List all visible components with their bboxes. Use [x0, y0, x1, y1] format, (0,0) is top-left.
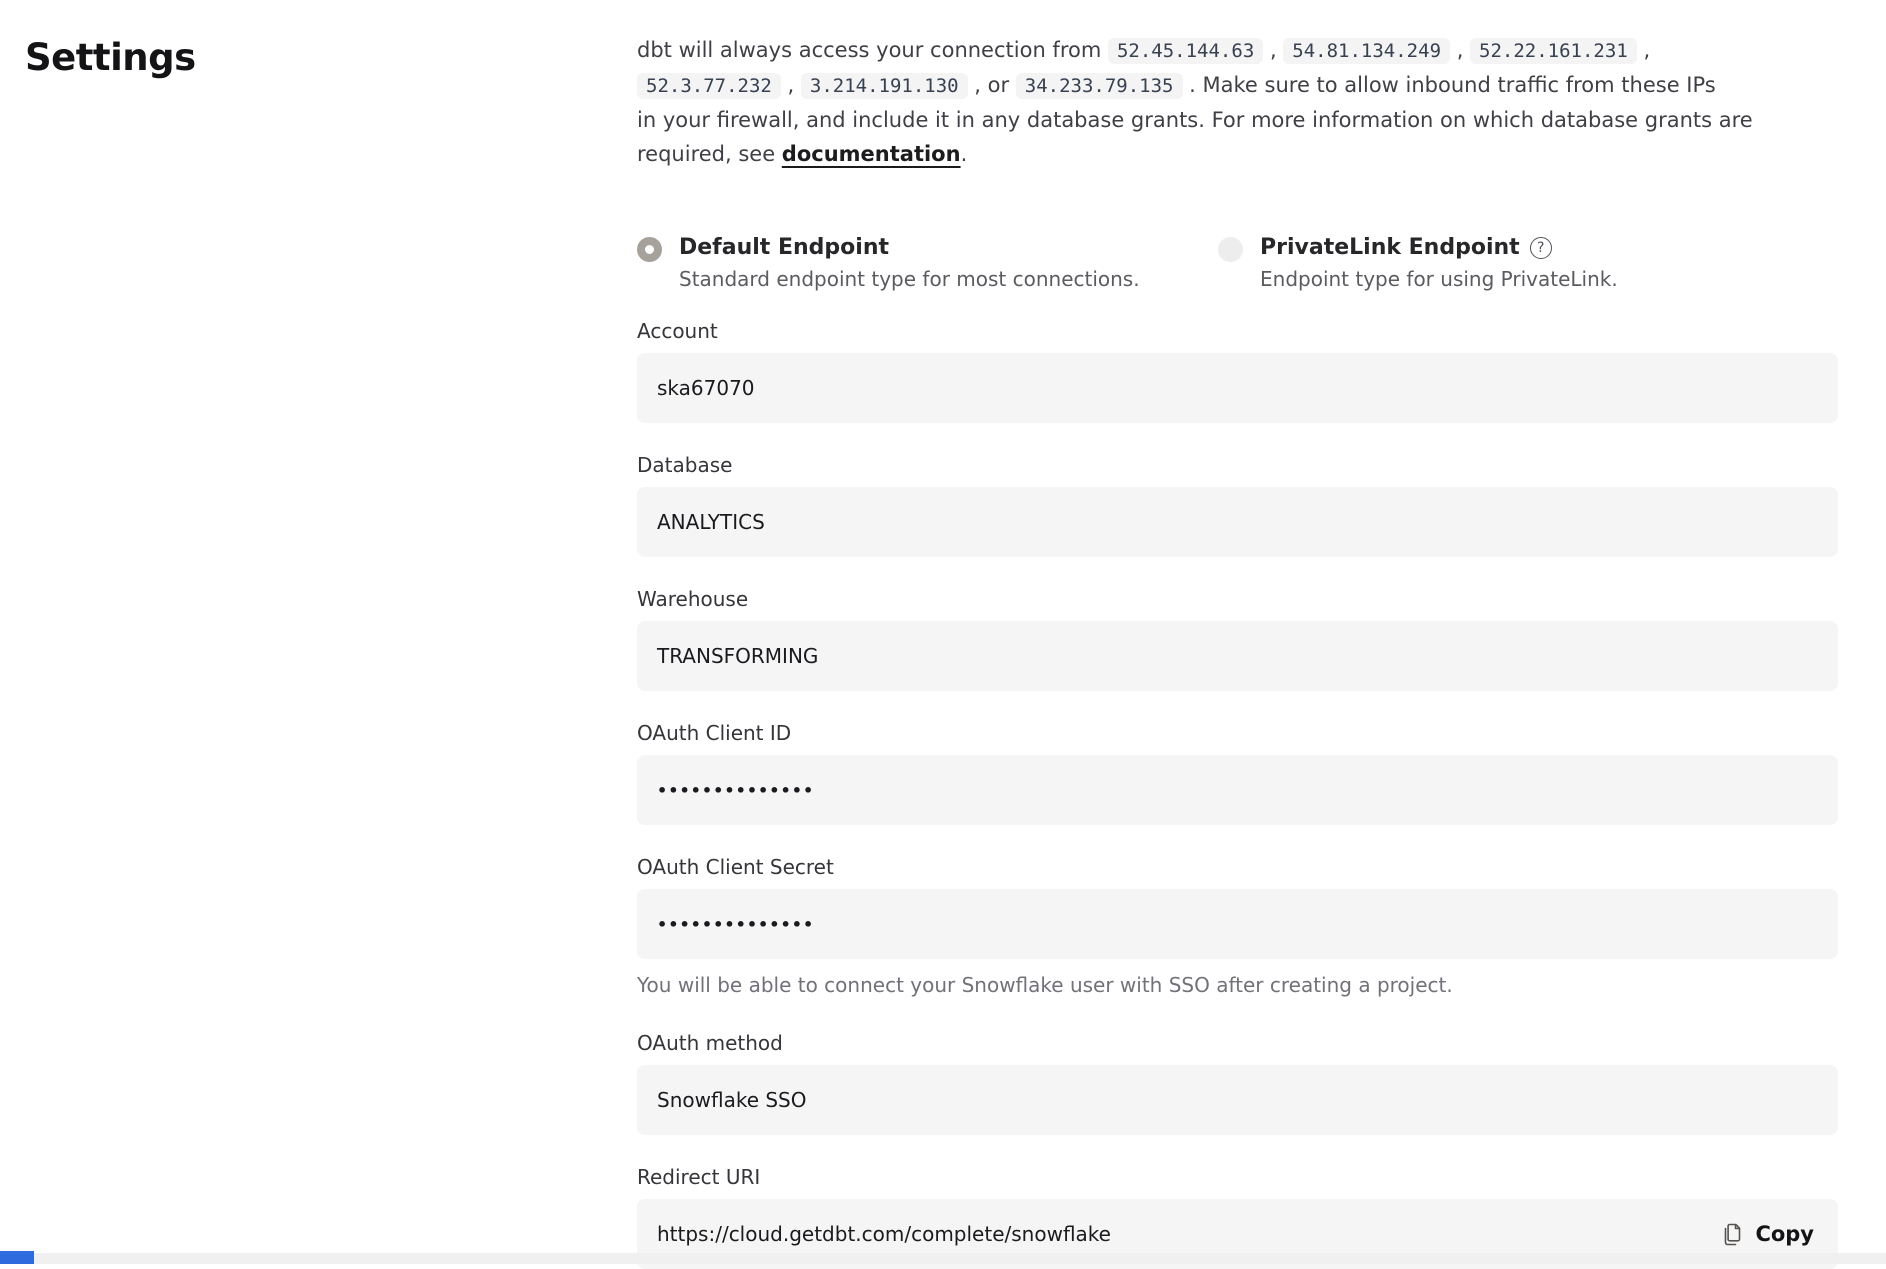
database-field-group — [637, 453, 1838, 557]
oauth-client-secret-label: OAuth Client Secret — [637, 855, 834, 879]
intro-text-segment: . Make sure to allow inbound traffic from these IPs — [1182, 73, 1716, 97]
connection-form — [637, 319, 1838, 1269]
intro-text-segment: , — [780, 73, 801, 97]
oauth-client-secret-value: •••••••••••••• — [657, 914, 815, 934]
intro-text-segment: in your firewall, and include it in any database grants. For more information on which database grants are — [637, 108, 1753, 132]
warehouse-value: TRANSFORMING — [657, 644, 819, 668]
oauth-method-field-group — [637, 1031, 1838, 1135]
intro-text-segment: . — [960, 142, 968, 166]
connection-settings-panel — [637, 33, 1838, 1269]
ip-address-chip: 52.45.144.63 — [1108, 38, 1263, 64]
account-input[interactable] — [637, 353, 1838, 423]
privatelink-endpoint-radio[interactable] — [1218, 237, 1243, 262]
copy-button[interactable] — [1721, 1222, 1814, 1246]
oauth-client-secret-field-group — [637, 855, 1838, 997]
ip-address-chip: 34.233.79.135 — [1016, 73, 1183, 99]
default-endpoint-description: Standard endpoint type for most connections. — [679, 267, 1140, 291]
account-label: Account — [637, 319, 718, 343]
privatelink-endpoint-description: Endpoint type for using PrivateLink. — [1260, 267, 1618, 291]
intro-text-segment: , — [1450, 38, 1471, 62]
account-value: ska67070 — [657, 376, 755, 400]
privatelink-endpoint-option[interactable] — [1218, 235, 1618, 291]
ip-address-chip: 54.81.134.249 — [1283, 38, 1450, 64]
default-endpoint-texts — [679, 235, 1140, 291]
sso-helper-text: You will be able to connect your Snowflake user with SSO after creating a project. — [637, 973, 1453, 997]
privatelink-endpoint-texts — [1260, 235, 1618, 291]
page-title: Settings — [25, 36, 196, 79]
bottom-scrollbar-track[interactable] — [0, 1253, 1886, 1264]
warehouse-input[interactable] — [637, 621, 1838, 691]
database-label: Database — [637, 453, 733, 477]
oauth-client-id-label: OAuth Client ID — [637, 721, 792, 745]
redirect-uri-value: https://cloud.getdbt.com/complete/snowflake — [657, 1222, 1111, 1246]
oauth-method-input[interactable] — [637, 1065, 1838, 1135]
copy-icon — [1721, 1223, 1742, 1246]
default-endpoint-option[interactable] — [637, 235, 1218, 291]
oauth-client-secret-input[interactable] — [637, 889, 1838, 959]
intro-text-segment: , or — [967, 73, 1016, 97]
intro-text-segment: , — [1636, 38, 1651, 62]
oauth-client-id-input[interactable] — [637, 755, 1838, 825]
redirect-uri-label: Redirect URI — [637, 1165, 761, 1189]
intro-text-segment: required, see — [637, 142, 782, 166]
privatelink-endpoint-label: PrivateLink Endpoint — [1260, 235, 1520, 260]
ip-address-chip: 52.22.161.231 — [1470, 38, 1637, 64]
warehouse-field-group — [637, 587, 1838, 691]
ip-address-chip: 3.214.191.130 — [801, 73, 968, 99]
database-value: ANALYTICS — [657, 510, 765, 534]
intro-text-segment: , — [1263, 38, 1284, 62]
intro-text-segment: dbt will always access your connection from — [637, 38, 1108, 62]
account-field-group — [637, 319, 1838, 423]
bottom-left-accent — [0, 1251, 34, 1264]
ip-address-chip: 52.3.77.232 — [637, 73, 781, 99]
copy-button-label: Copy — [1755, 1222, 1814, 1246]
default-endpoint-radio[interactable] — [637, 237, 662, 262]
oauth-client-id-value: •••••••••••••• — [657, 780, 815, 800]
intro-text — [637, 33, 1838, 171]
oauth-method-label: OAuth method — [637, 1031, 783, 1055]
warehouse-label: Warehouse — [637, 587, 749, 611]
default-endpoint-label: Default Endpoint — [679, 235, 889, 260]
oauth-method-value: Snowflake SSO — [657, 1088, 807, 1112]
oauth-client-id-field-group — [637, 721, 1838, 825]
question-circle-icon[interactable]: ? — [1530, 237, 1552, 259]
documentation-link[interactable]: documentation — [781, 142, 961, 166]
database-input[interactable] — [637, 487, 1838, 557]
endpoint-type-options — [637, 235, 1838, 291]
